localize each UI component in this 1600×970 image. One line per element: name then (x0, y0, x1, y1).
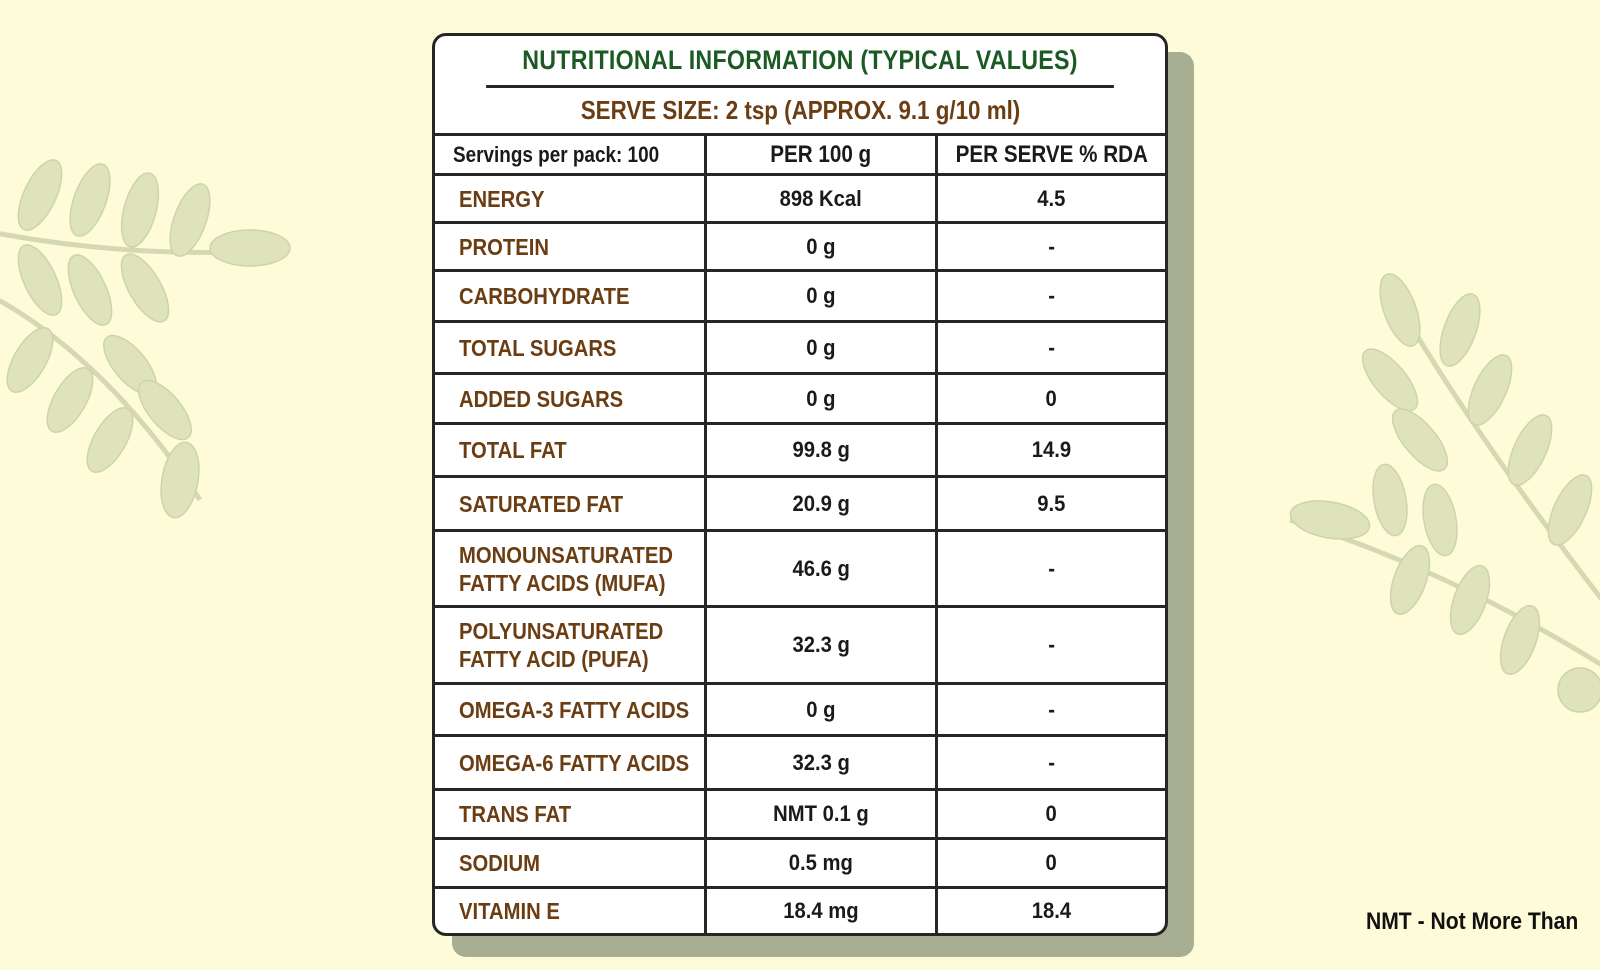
nutrient-label: VITAMIN E (459, 898, 560, 924)
nutrient-label: SODIUM (459, 850, 540, 876)
rda-value: 0 (1045, 850, 1058, 875)
header-servings: Servings per pack: 100 (435, 136, 707, 173)
table-row (435, 685, 1165, 737)
nutrient-label: ADDED SUGARS (459, 385, 624, 412)
rda-value: - (1048, 283, 1055, 308)
per100-value: 46.6 g (792, 555, 850, 581)
rda-value: 14.9 (1031, 437, 1072, 462)
serve-size-text: SERVE SIZE: 2 tsp (APPROX. 9.1 g/10 ml) (580, 95, 1020, 125)
serve-size (435, 88, 1165, 136)
nutrient-label-line2: FATTY ACIDS (MUFA) (459, 569, 666, 596)
rda-value: 0 (1045, 801, 1058, 826)
rda-value: - (1048, 696, 1055, 722)
nutrient-label: TOTAL FAT (459, 437, 567, 463)
per100-value: 18.4 mg (783, 898, 859, 923)
rda-value: 9.5 (1037, 490, 1066, 516)
nutrient-label: SATURATED FAT (459, 490, 624, 517)
rda-value: 18.4 (1031, 898, 1072, 923)
nutrient-label: OMEGA-6 FATTY ACIDS (459, 749, 690, 776)
nutrient-label: ENERGY (459, 185, 545, 212)
nutrient-label: CARBOHYDRATE (459, 283, 630, 309)
per100-value: 0 g (806, 696, 836, 722)
rda-value: - (1048, 555, 1055, 581)
nutrient-label: PROTEIN (459, 233, 549, 260)
nutrient-label-line1: MONOUNSATURATED (459, 541, 674, 568)
per100-value: 898 Kcal (779, 185, 863, 211)
table-row (435, 224, 1165, 272)
table-row (435, 425, 1165, 478)
table-row (435, 889, 1165, 933)
nutrition-table (432, 33, 1168, 936)
table-row (435, 375, 1165, 425)
rda-value: - (1048, 749, 1055, 775)
table-row (435, 608, 1165, 685)
table-row (435, 323, 1165, 375)
rda-value: 4.5 (1037, 185, 1066, 211)
table-row (435, 532, 1165, 608)
leaf-branch-right-icon (1270, 270, 1600, 730)
per100-value: 0 g (806, 385, 836, 411)
per100-value: 0 g (806, 233, 836, 259)
table-row (435, 176, 1165, 224)
nutrient-label: TRANS FAT (459, 801, 572, 827)
table-title: NUTRITIONAL INFORMATION (TYPICAL VALUES) (486, 36, 1114, 88)
rda-value: - (1048, 632, 1055, 657)
rda-value: - (1048, 334, 1055, 360)
table-row (435, 791, 1165, 840)
nutrient-label-line1: POLYUNSATURATED (459, 618, 664, 644)
nutrient-label-line2: FATTY ACID (PUFA) (459, 646, 649, 672)
header-row (435, 136, 1165, 176)
rda-value: - (1048, 233, 1055, 259)
per100-value: NMT 0.1 g (773, 801, 869, 826)
per100-value: 20.9 g (792, 490, 850, 516)
table-row (435, 737, 1165, 791)
nutrient-label: OMEGA-3 FATTY ACIDS (459, 696, 690, 723)
footnote-nmt: NMT - Not More Than (1365, 908, 1578, 935)
nutrient-label: TOTAL SUGARS (459, 334, 617, 361)
rda-value: 0 (1045, 385, 1058, 411)
table-row (435, 478, 1165, 532)
per100-value: 0 g (806, 283, 836, 308)
per100-value: 99.8 g (792, 437, 850, 462)
per100-value: 32.3 g (792, 749, 850, 775)
per100-value: 32.3 g (792, 632, 850, 657)
per100-value: 0 g (806, 334, 836, 360)
header-per-serve-rda: PER SERVE % RDA (955, 140, 1148, 168)
table-row (435, 272, 1165, 323)
leaf-branch-left-icon (0, 120, 300, 540)
table-row (435, 840, 1165, 889)
per100-value: 0.5 mg (788, 850, 854, 875)
header-per-100g: PER 100 g (707, 136, 938, 173)
